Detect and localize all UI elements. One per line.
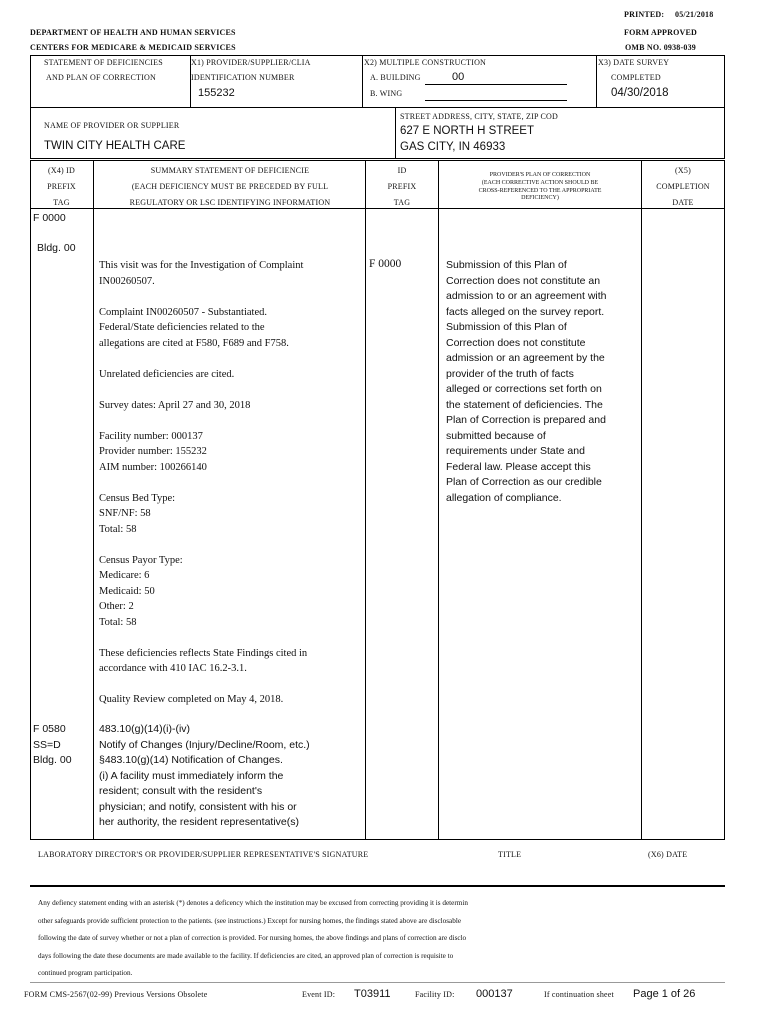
disclaimer-text: Any defiency statement ending with an asterisk (*) denotes a deficency which the institution may be excused from correcting providing it is determin other safeguards provide sufficient protection to the patients. (see instructions.) Except for nursing homes, the findings stated above are disclosable following the date of survey whether or not a plan of correction is provided. For nursing homes, the above findings and plans of correction are disclo days following the date these documents are made available to the facility. If deficiencies are cited, an approved plan of correction is requisite to continued program participation. <box>38 899 468 977</box>
form-approved: FORM APPROVED <box>624 28 698 37</box>
id-label: ID <box>397 166 407 175</box>
plan-header-4: DEFICIENCY) <box>521 195 559 201</box>
tag-f0000: F 0000 <box>33 212 66 224</box>
plan-header-2: (EACH CORRECTIVE ACTION SHOULD BE <box>481 180 599 186</box>
printed-date: 05/21/2018 <box>675 10 714 19</box>
statement-label-1: STATEMENT OF DEFICIENCIES <box>44 58 163 67</box>
summary-intro: This visit was for the Investigation of Complaint IN00260507. Complaint IN00260507 - Substantiated. Federal/State deficiencies related to the allegations are cited at F580, F689 and F758. Unrelated deficiencies are cited. Survey dates: April 27 and 30, 2018 Facility number: 000137 Provider number: 155232 AIM number: 100266140 Census Bed Type: SNF/NF: 58 Total: 58 Census Payor Type: Medicare: 6 Medicaid: 50 Other: 2 Total: 58 These deficiencies reflects State Findings cited in accordance with 410 IAC 16.2-3.1. Quality Review completed on May 4, 2018. <box>99 260 308 705</box>
street-address: 627 E NORTH H STREET <box>400 125 534 137</box>
centers-name: CENTERS FOR MEDICARE & MEDICAID SERVICES <box>30 43 236 52</box>
survey-date: 04/30/2018 <box>611 87 669 99</box>
statement-label-2: AND PLAN OF CORRECTION <box>46 73 156 82</box>
printed-label: PRINTED: <box>624 10 665 19</box>
x4-tag-label: TAG <box>53 198 70 207</box>
tag-f0580: F 0580 SS=D Bldg. 00 <box>33 723 72 766</box>
department-name: DEPARTMENT OF HEALTH AND HUMAN SERVICES <box>30 28 236 37</box>
multiple-construction-label: X2) MULTIPLE CONSTRUCTION <box>364 58 487 67</box>
summary-f0580: 483.10(g)(14)(i)-(iv) Notify of Changes (Injury/Decline/Room, etc.) §483.10(g)(14) Notification of Changes. (i) A facility must immediately inform the resident; consult with the resident's physician; and notify, consistent with his or her authority, the resident representative(s) <box>99 723 310 828</box>
event-id: T03911 <box>354 988 391 1000</box>
title-label: TITLE <box>498 850 522 859</box>
id-tag: F 0000 <box>369 258 402 270</box>
summary-header-3: REGULATORY OR LSC IDENTIFYING INFORMATION <box>129 198 331 207</box>
identification-number-label: IDENTIFICATION NUMBER <box>191 73 295 82</box>
provider-name-label: NAME OF PROVIDER OR SUPPLIER <box>44 121 180 130</box>
x4-label: (X4) ID <box>48 166 75 175</box>
continuation-label: If continuation sheet <box>544 990 614 999</box>
plan-header-3: CROSS-REFERENCED TO THE APPROPRIATE <box>478 188 602 194</box>
event-id-label: Event ID: <box>302 990 336 999</box>
provider-number: 155232 <box>198 87 235 99</box>
completed-label: COMPLETED <box>611 73 661 82</box>
plan-of-correction-text: Submission of this Plan of Correction does not constitute an admission to or an agreement with facts alleged on the survey report. Submission of this Plan of Correction does not constitute admission or an agreement by the provider of the truth of facts alleged or corrections set forth on the statement of deficiencies. The Plan of Correction is prepared and submitted because of requirements under State and Federal law. Please accept this Plan of Correction as our credible allegation of compliance. <box>446 259 607 504</box>
facility-id-label: Facility ID: <box>415 990 455 999</box>
omb-number: OMB NO. 0938-039 <box>625 43 696 52</box>
date-survey-label: X3) DATE SURVEY <box>598 58 670 67</box>
id-tag-label: TAG <box>393 198 411 207</box>
x5-label: (X5) <box>675 166 691 175</box>
provider-id-label: X1) PROVIDER/SUPPLIER/CLIA <box>191 58 311 67</box>
completion-label: COMPLETION <box>656 182 710 191</box>
id-prefix-label: PREFIX <box>387 182 417 191</box>
x4-prefix-label: PREFIX <box>47 182 76 191</box>
wing-label: B. WING <box>370 89 403 98</box>
page-number: Page 1 of 26 <box>633 988 696 1000</box>
tag-bldg: Bldg. 00 <box>37 242 76 254</box>
facility-id: 000137 <box>476 988 513 1000</box>
signature-label: LABORATORY DIRECTOR'S OR PROVIDER/SUPPLIER REPRESENTATIVE'S SIGNATURE <box>38 850 369 859</box>
provider-name: TWIN CITY HEALTH CARE <box>44 140 186 152</box>
building-label: A. BUILDING <box>370 73 421 82</box>
x6-date-label: (X6) DATE <box>648 850 688 859</box>
form-number: FORM CMS-2567(02-99) Previous Versions Obsolete <box>24 990 208 999</box>
plan-header-1: PROVIDER'S PLAN OF CORRECTION <box>489 172 591 178</box>
date-label: DATE <box>672 198 694 207</box>
summary-header-1: SUMMARY STATEMENT OF DEFICIENCIE <box>150 166 310 175</box>
summary-header-2: (EACH DEFICIENCY MUST BE PRECEDED BY FULL <box>131 182 329 191</box>
city-state-zip: GAS CITY, IN 46933 <box>400 141 506 153</box>
address-label: STREET ADDRESS, CITY, STATE, ZIP COD <box>400 112 558 121</box>
building-value: 00 <box>452 71 465 83</box>
